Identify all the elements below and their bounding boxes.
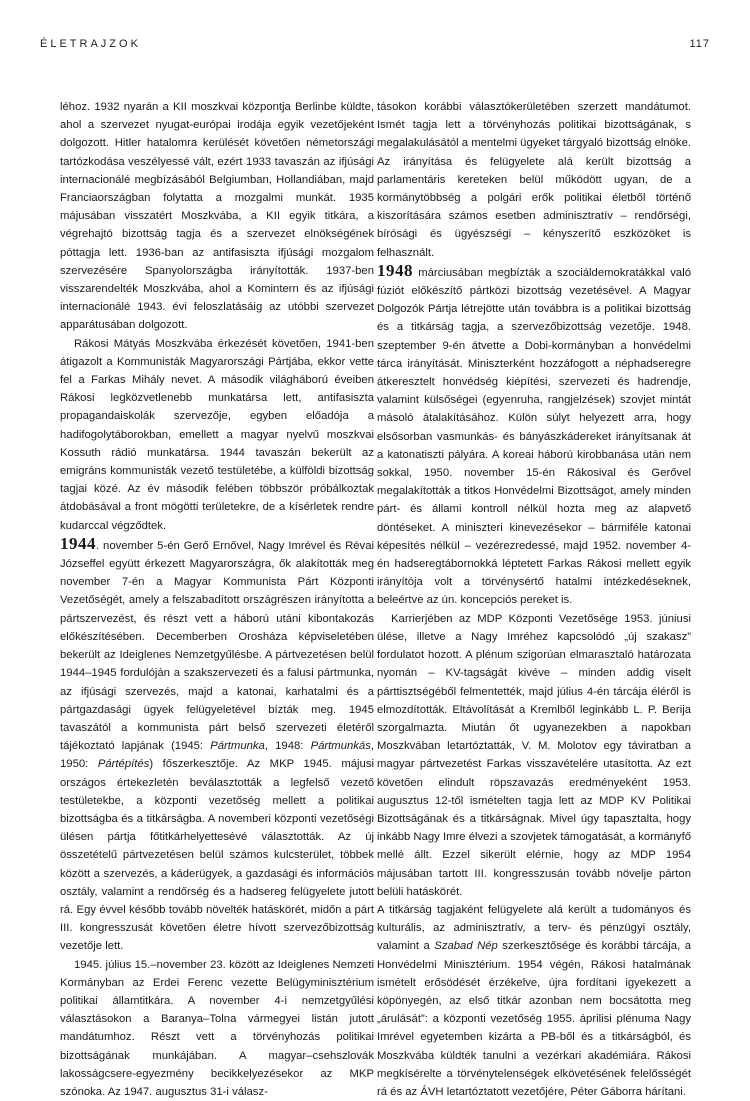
paragraph: 1945. július 15.–november 23. között az Ideiglenes Nemzeti Kormányban az Erdei Ferenc vezette Belügyminisztérium politikai államtitkára. A november 4-i nemzetgyűlési választásokon a Baranya–Tolna vármegyei listán jutott mandátumhoz. Részt vett a törvényhozás politikai bizottságának munkájában. A magyar–csehszlovák lakosságcsere-egyezmény becikkelyezésekor az MKP szónoka. Az 1947. augusztus 31-i válasz-: [60, 958, 374, 1098]
year-initial: 1944: [60, 533, 96, 553]
page-number: 117: [689, 38, 710, 50]
left-column: [60, 98, 374, 1101]
section-title: ÉLETRAJZOK: [40, 38, 141, 50]
journal-title: Pártépítés: [97, 758, 150, 771]
paragraph: Karrierjében az MDP Központi Vezetősége 1953. júniusi ülése, illetve a Nagy Imréhez kapcsolódó „új szakasz” fordulatot hozott. A plénum szigorúan elmarasztaló határozata nyomán – KV-tagságát kivéve – minden addig viselt párttisztségéből felmentették, majd július 4-én tárcája éléről is elmozdították. Eltávolítását a Kremlből leginkább L. P. Berija szorgalmazta. Miután őt ugyanezekben a napokban Moszkvában letartóztatták, V. M. Molotov egy táviratban a magyar pártvezetést Farkas visszavételére utasította. Az ezt követően elindult röpszavazás eredményeként 1953. augusztus 12-től ismételten tagja lett az MDP KV Politikai Bizottságának és a titkárságnak. Mivel úgy tapasztalta, hogy inkább Nagy Imre élvezi a szovjetek támogatását, a kormányfő mellé állt. Ezzel sikerült elérnie, hogy az MDP 1954 májusában tartott III. kongresszusán tovább növelje párton belüli hatáskörét.: [377, 612, 691, 898]
paragraph: Rákosi Mátyás Moszkvába érkezését követően, 1941-ben átigazolt a Kommunisták Magyarországi Pártjába, ekkor vette fel a Farkas Mihály nevet. A második világháború éveiben Rákosi legközvetlenebb munkatársa lett, antifasiszta propagandaiskolák szervezője, egyben előadója a hadifogolytáborokban, emellett a magyar nyelvű moszkvai Kossuth rádió munkatársa. 1944 tavaszán bekerült az emigráns kommunisták vezető testületébe, a külföldi bizottság tagjai közé. Az év második felében többször próbálkoztak átdobásával a front mögötti területekre, de a kísérletek rendre kudarccal végződtek.: [60, 337, 374, 532]
paragraph: 1948 márciusában megbízták a szociáldemokratákkal való fúziót előkészítő pártközi bizottság vezetésével. A Magyar Dolgozók Pártja létrejötte után továbbra is a politikai bizottság és a titkárság tagja, a szervezőbizottság vezetője. 1948. szeptember 9-én átvette a Dobi-kormányban a honvédelmi tárca irányítását. Miniszterként hozzáfogott a néphadseregre átkeresztelt honvédség kiépítési, szervezeti és hadrendje, valamint külsőségei (egyenruha, rangjelzések) szovjet mintát másoló átalakításához. Külön súlyt helyezett arra, hogy elsősorban vasmunkás- és bányászkádereket irányítsanak át a katonatiszti pályára. A koreai háború kirobbanása után nem sokkal, 1950. november 15-én Rákosival és Gerővel megalakították a titkos Honvédelmi Bizottságot, amely minden párt- és állami kontroll nélkül hozta meg az alapvető döntéseket. A miniszteri kinevezésekor – bármiféle katonai képesítés nélkül – vezérezredessé, majd 1952. november 4-én hadseregtábornokká léptetett Farkas Rákosi mellett egyik irányítója volt a törvénysértő hatalmi intézkedéseknek, beleértve az ún. koncepciós pereket is.: [377, 260, 691, 607]
paragraph: léhoz. 1932 nyarán a KII moszkvai központja Berlinbe küldte, ahol a szervezet nyugat-európai irodája egyik vezetőjeként dolgozott. Hitler hatalomra kerülését követően németországi tartózkodása veszélyessé vált, ezért 1933 tavaszán az ifjúsági internacionálé megbízásából Belgiumban, Hollandiában, majd Franciaországban folytatta a mozgalmi munkát. 1935 májusában visszatért Moszkvába, a KII egyik titkára, a végrehajtó bizottság tagja és a szervezet elnökségének póttagja lett. 1936-ban az antifasiszta ifjúsági mozgalom szervezésére Spanyolországba irányították. 1937-ben visszarendelték Moszkvába, ahol a Komintern és az ifjúsági internacionálé 1943. évi feloszlatásáig az utóbbi szervezet apparátusában dolgozott.: [60, 101, 374, 332]
running-header: [40, 38, 710, 50]
journal-title: Pártmunka: [210, 740, 265, 753]
paragraph: A titkárság tagjaként felügyelete alá került a tudományos és kulturális, az adminisztratív, a terv- és pénzügyi osztály, valamint a Szabad Nép szerkesztősége és korábbi tárcája, a Honvédelmi Minisztérium. 1954 végén, Rákosi hatalmának ismételt erősödését érzékelve, újra fordítani igyekezett a köpönyegén, az első titkár azonban nem bocsátotta meg „árulását”: a központi vezetőség 1955. áprilisi plénuma Nagy Imrével egyetemben kizárta a PB-ből és a titkárságból, és Moszkvába küldték tanulni a vezérkari akadémiára. Rákosi megkísérelte a törvénytelenségek elkövetésének felelősségét rá és az ÁVH letartóztatott vezetőjére, Péter Gáborra hárítani.: [377, 903, 691, 1098]
right-column: [377, 98, 691, 1101]
year-initial: 1948: [377, 260, 413, 280]
paragraph: 1944. november 5-én Gerő Ernővel, Nagy Imrével és Révai Józseffel együtt érkezett Magyarországra, ők alakították meg november 7-én a Magyar Kommunista Párt Központi Vezetőségét, amely a felszabadított országrészen irányította a pártszervezést, és részt vett a háború utáni kibontakozás előkészítésében. Decemberben Orosháza képviseletében bekerült az Ideiglenes Nemzetgyűlésbe. A pártvezetésen belül 1944–1945 fordulóján a szakszervezeti és a falusi pártmunka, az ifjúsági szervezés, majd a katonai, karhatalmi és a pártgazdasági ügyek felügyeletével bízták meg. 1945 tavaszától a kommunista párt belső szervezeti életéről tájékoztató lapjának (1945: Pártmunka, 1948: Pártmunkás, 1950: Pártépítés) főszerkesztője. Az MKP 1945. májusi országos értekezletén beválasztották a legfelső vezető testületekbe, a központi vezetőség mellett a politikai bizottságba és a titkárságba. A novemberi központi vezetőségi ülésen pártja főtitkárhelyettesévé választották. Az új összetételű pártvezetésen belül számos kulcsterület, többek között a szervezés, a káderügyek, a gazdasági és információs osztály, valamint a rendőrség és a hadsereg felügyelete jutott rá. Egy évvel később tovább növelték hatáskörét, midőn a párt III. kongresszusát követően életre hívott szervezőbizottság vezetője lett.: [60, 533, 374, 953]
paragraph: tásokon korábbi választókerületében szerzett mandátumot. Ismét tagja lett a törvényhozás politikai bizottságának, s megalakulásától a mentelmi ügyeket tárgyaló bizottság elnöke. Az irányítása és felügyelete alá került bizottság a parlamentáris kereteken belül működött ugyan, de a kormánytöbbség a polgári erők politikai életből történő kiszorítására számos esetben adminisztratív – rendőrségi, bírósági és ügyészségi – kényszerítő eszközöket is felhasznált.: [377, 101, 691, 259]
journal-title: Pártmunkás: [310, 740, 371, 753]
newspaper-title: Szabad Nép: [434, 940, 498, 953]
